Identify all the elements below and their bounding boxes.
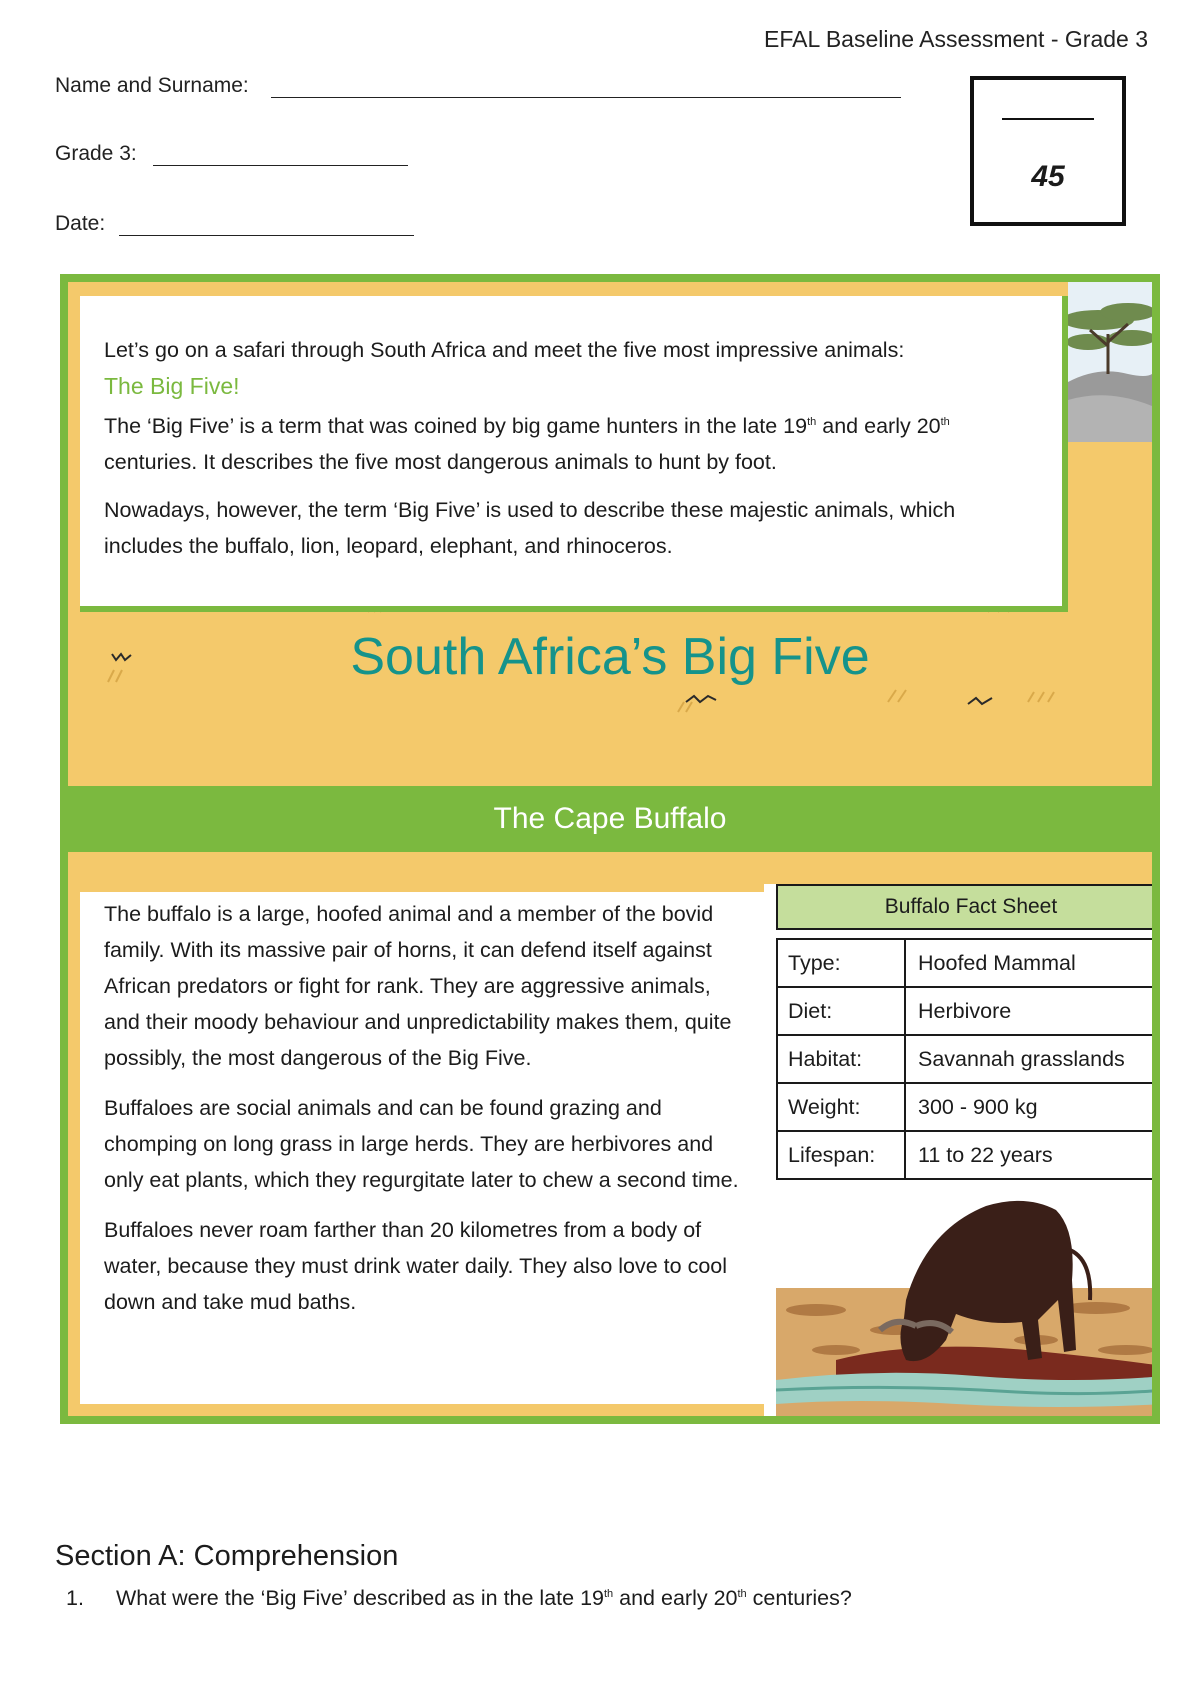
buffalo-paragraph-1: The buffalo is a large, hoofed animal and a member of the bovid family. With its massive pair of horns, it can defend itself against African predators or fight for rank. They are aggressive animals, and their moody behaviour and unpredictability makes them, quite possibly, the most dangerous of the Big Five. (104, 902, 732, 1070)
band-title: The Cape Buffalo (493, 802, 727, 835)
name-label: Name and Surname: (55, 74, 249, 97)
table-row (777, 1035, 1160, 1083)
buffalo-illustration (776, 1190, 1160, 1420)
intro-paragraph-2 (104, 408, 1038, 480)
fact-value: 11 to 22 years (905, 1131, 1160, 1179)
question-1-text-b: and early 20 (613, 1586, 738, 1610)
table-row (777, 1131, 1160, 1179)
fact-label: Diet: (777, 987, 905, 1035)
fact-value: Herbivore (905, 987, 1160, 1035)
fact-sheet-area (764, 884, 1152, 1416)
intro-p2-sup-1: th (807, 415, 817, 428)
buffalo-paragraph-3: Buffaloes never roam farther than 20 kilometres from a body of water, because they must drink water daily. They also love to cool down and take mud baths. (104, 1218, 728, 1314)
buffalo-text-box (80, 892, 772, 1404)
grade-label: Grade 3: (55, 142, 137, 165)
intro-p2-text-a: The ‘Big Five’ is a term that was coined by big game hunters in the late 19 (104, 414, 808, 438)
fact-sheet-table (776, 884, 1160, 1180)
name-input-line[interactable] (271, 76, 901, 98)
grade-field (55, 142, 408, 166)
question-1-text-a: What were the ‘Big Five’ described as in the late 19 (116, 1586, 604, 1610)
assessment-title: EFAL Baseline Assessment - Grade 3 (764, 26, 1148, 52)
score-blank-line (1002, 118, 1094, 120)
grade-input-line[interactable] (153, 144, 408, 166)
date-input-line[interactable] (119, 214, 414, 236)
section-a-title: Section A: Comprehension (55, 1540, 399, 1572)
table-row (777, 987, 1160, 1035)
fact-sheet-header-row (777, 885, 1160, 929)
intro-paragraph-1 (104, 332, 1038, 404)
fact-label: Type: (777, 939, 905, 987)
intro-p2-sup-2: th (940, 415, 950, 428)
fact-label: Weight: (777, 1083, 905, 1131)
table-row (777, 939, 1160, 987)
buffalo-paragraph-2: Buffaloes are social animals and can be found grazing and chomping on long grass in large herds. They are herbivores and only eat plants, which they regurgitate later to chew a second time. (104, 1096, 739, 1192)
intro-line-1: Let’s go on a safari through South Africa and meet the five most impressive animals: (104, 338, 905, 362)
question-1-text-c: centuries? (746, 1586, 852, 1610)
section-band (68, 786, 1152, 852)
intro-paragraph-3: Nowadays, however, the term ‘Big Five’ is used to describe these majestic animals, which includes the buffalo, lion, leopard, elephant, and rhinoceros. (104, 498, 956, 558)
question-1-sup-1: th (603, 1587, 614, 1600)
score-total: 45 (1031, 160, 1065, 193)
fact-label: Lifespan: (777, 1131, 905, 1179)
question-number: 1. (66, 1586, 84, 1610)
name-field (55, 74, 901, 98)
date-label: Date: (55, 212, 106, 235)
main-title: South Africa’s Big Five (350, 628, 870, 686)
fact-value: Hoofed Mammal (905, 939, 1160, 987)
fact-value: Savannah grasslands (905, 1035, 1160, 1083)
big-five-highlight: The Big Five! (104, 373, 240, 399)
fact-value: 300 - 900 kg (905, 1083, 1160, 1131)
intro-text-box (80, 296, 1068, 612)
intro-p2-text-c: centuries. It describes the five most dangerous animals to hunt by foot. (104, 450, 777, 474)
table-row (777, 1083, 1160, 1131)
intro-p2-text-b: and early 20 (816, 414, 941, 438)
reading-passage-frame (60, 274, 1160, 1424)
fact-sheet-title: Buffalo Fact Sheet (777, 885, 1160, 929)
fact-sheet-spacer (777, 929, 1160, 939)
question-1-sup-2: th (737, 1587, 747, 1600)
question-1 (66, 1586, 852, 1611)
fact-label: Habitat: (777, 1035, 905, 1083)
score-box (970, 76, 1126, 226)
date-field (55, 212, 414, 236)
